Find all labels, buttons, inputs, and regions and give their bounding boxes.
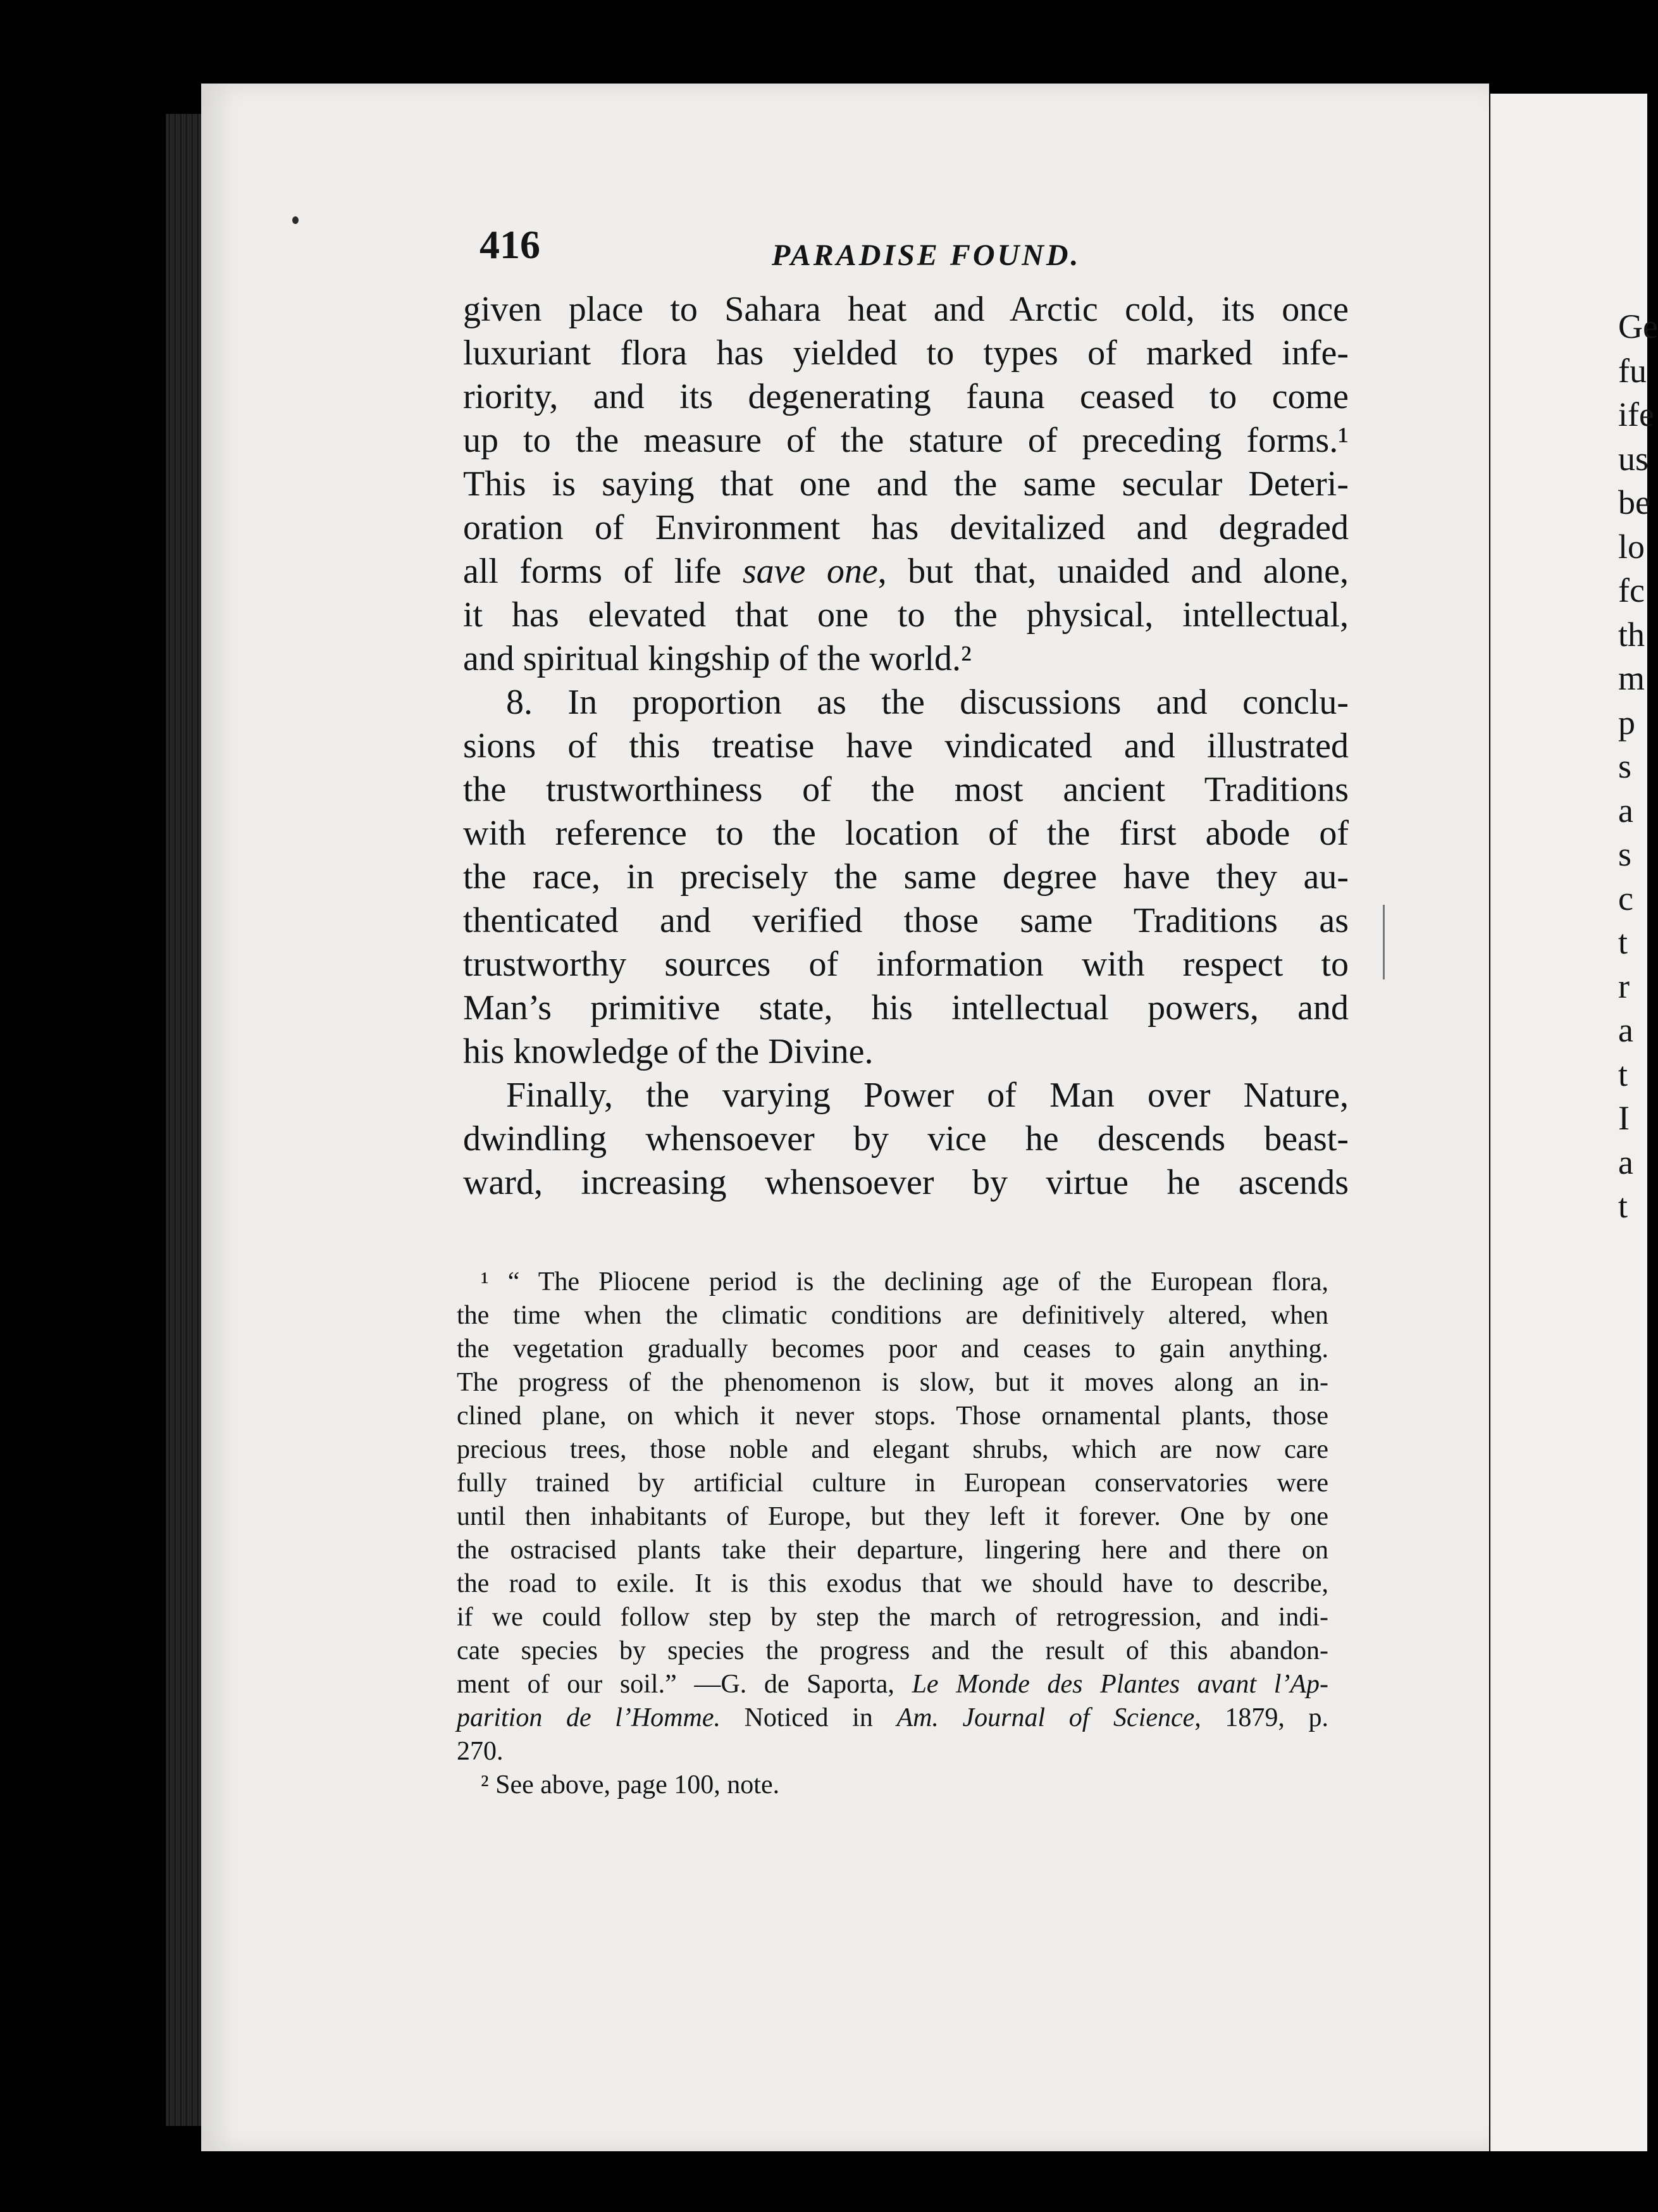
facing-page-fragment: th — [1618, 615, 1645, 654]
paragraph-9-line: ward, increasing whensoever by virtue he ascends — [463, 1163, 1349, 1202]
text-run: Noticed in — [721, 1703, 897, 1732]
paragraph-8-line: with reference to the location of the first abode of — [463, 814, 1349, 853]
paragraph-8-line: his knowledge of the Divine. — [463, 1032, 874, 1071]
facing-page-fragment: t — [1618, 1055, 1628, 1093]
footnote-1-line: precious trees, those noble and elegant shrubs, which are now care — [457, 1435, 1328, 1464]
facing-page-fragment: ife — [1618, 395, 1654, 433]
footnote-1-line: until then inhabitants of Europe, but they left it forever. One by one — [457, 1502, 1328, 1531]
footnote-1-line: cate species by species the progress and the result of this abandon- — [457, 1636, 1328, 1665]
margin-pencil-mark — [1383, 905, 1385, 979]
facing-page-text-fragments — [1618, 305, 1658, 1229]
paragraph-8-line: sions of this treatise have vindicated and illustrated — [463, 726, 1349, 766]
body-text — [463, 288, 1349, 1205]
body-line: oration of Environment has devitalized and degraded — [463, 508, 1349, 547]
facing-page-fragment: t — [1618, 1187, 1628, 1225]
paragraph-9-line: Finally, the varying Power of Man over Nature, — [506, 1076, 1349, 1115]
book-title: Le Monde des Plantes avant l’Ap- — [912, 1670, 1329, 1699]
body-line: luxuriant flora has yielded to types of marked infe- — [463, 333, 1349, 373]
body-line: riority, and its degenerating fauna ceased to come — [463, 377, 1349, 416]
footnote-1-line: The progress of the phenomenon is slow, but it moves along an in- — [457, 1368, 1328, 1397]
paragraph-8-line: the trustworthiness of the most ancient Traditions — [463, 770, 1349, 809]
facing-page-fragment: r — [1618, 967, 1630, 1005]
facing-page-fragment: I — [1618, 1099, 1630, 1137]
body-line: This is saying that one and the same secular Deteri- — [463, 464, 1349, 504]
running-head: PARADISE FOUND. — [772, 239, 1081, 272]
body-line: it has elevated that one to the physical, intellectual, — [463, 595, 1349, 635]
body-line: given place to Sahara heat and Arctic cold, its once — [463, 290, 1349, 329]
facing-page-fragment: t — [1618, 923, 1628, 961]
footnote-1-line: the time when the climatic conditions are definitively altered, when — [457, 1301, 1328, 1330]
facing-page-fragment: a — [1618, 1011, 1633, 1049]
facing-page-fragment: c — [1618, 879, 1633, 917]
ink-speck — [292, 216, 299, 224]
text-run: , 1879, p. — [1194, 1703, 1329, 1732]
footnote-1-line: the ostracised plants take their departure, lingering here and there on — [457, 1536, 1328, 1565]
footnote-1-line: the road to exile. It is this exodus that we should have to describe, — [457, 1569, 1328, 1598]
footnote-1-line: 270. — [457, 1737, 504, 1766]
paragraph-8-line: trustworthy sources of information with respect to — [463, 945, 1349, 984]
journal-title: Am. Journal of Science — [896, 1703, 1195, 1732]
body-line: and spiritual kingship of the world.² — [463, 639, 972, 678]
facing-page-fragment: fu — [1618, 351, 1647, 390]
text-run: , but that, unaided and alone, — [877, 552, 1349, 591]
text-run: ment of our soil.” —G. de Saporta, — [457, 1670, 912, 1699]
paragraph-8-line: thenticated and verified those same Traditions as — [463, 901, 1349, 940]
footnote-1-line: fully trained by artificial culture in European conservatories were — [457, 1469, 1328, 1498]
footnote-1-line: the vegetation gradually becomes poor and ceases to gain anything. — [457, 1334, 1328, 1364]
facing-page-fragment: a — [1618, 1143, 1633, 1181]
body-line — [463, 550, 1349, 593]
page-number: 416 — [479, 222, 540, 267]
paragraph-8-line: Man’s primitive state, his intellectual powers, and — [463, 988, 1349, 1028]
facing-page-fragment: us — [1618, 439, 1649, 478]
facing-page-fragment: s — [1618, 747, 1632, 785]
footnote-1-line: ¹ “ The Pliocene period is the declining age of the European flora, — [481, 1267, 1328, 1296]
facing-page-fragment: p — [1618, 703, 1635, 742]
footnote-2: ² See above, page 100, note. — [481, 1770, 780, 1799]
book-title: parition de l’Homme. — [457, 1703, 721, 1732]
paragraph-8-line: the race, in precisely the same degree have they au- — [463, 857, 1349, 897]
facing-page-fragment: be — [1618, 483, 1650, 521]
italic-text-run: save one — [742, 552, 878, 591]
footnote-1-line: if we could follow step by step the march of retrogression, and indi- — [457, 1603, 1328, 1632]
facing-page-fragment: m — [1618, 659, 1645, 697]
text-run: all forms of life — [463, 552, 743, 591]
facing-page-fragment: lo — [1618, 527, 1645, 566]
footnote-1-citation — [457, 1668, 1328, 1701]
facing-page-fragment: fc — [1618, 571, 1645, 609]
footnote-1-line: clined plane, on which it never stops. Those ornamental plants, those — [457, 1401, 1328, 1431]
body-line: up to the measure of the stature of preceding forms.¹ — [463, 421, 1349, 460]
facing-page-fragment: a — [1618, 791, 1633, 830]
paragraph-9-line: dwindling whensoever by vice he descends beast- — [463, 1119, 1349, 1159]
footnotes — [457, 1265, 1328, 1802]
footnote-1-citation — [457, 1701, 1328, 1735]
paragraph-8-line: 8. In proportion as the discussions and conclu- — [506, 683, 1349, 722]
facing-page-fragment: Ge — [1618, 308, 1658, 345]
facing-page-fragment: s — [1618, 835, 1632, 873]
